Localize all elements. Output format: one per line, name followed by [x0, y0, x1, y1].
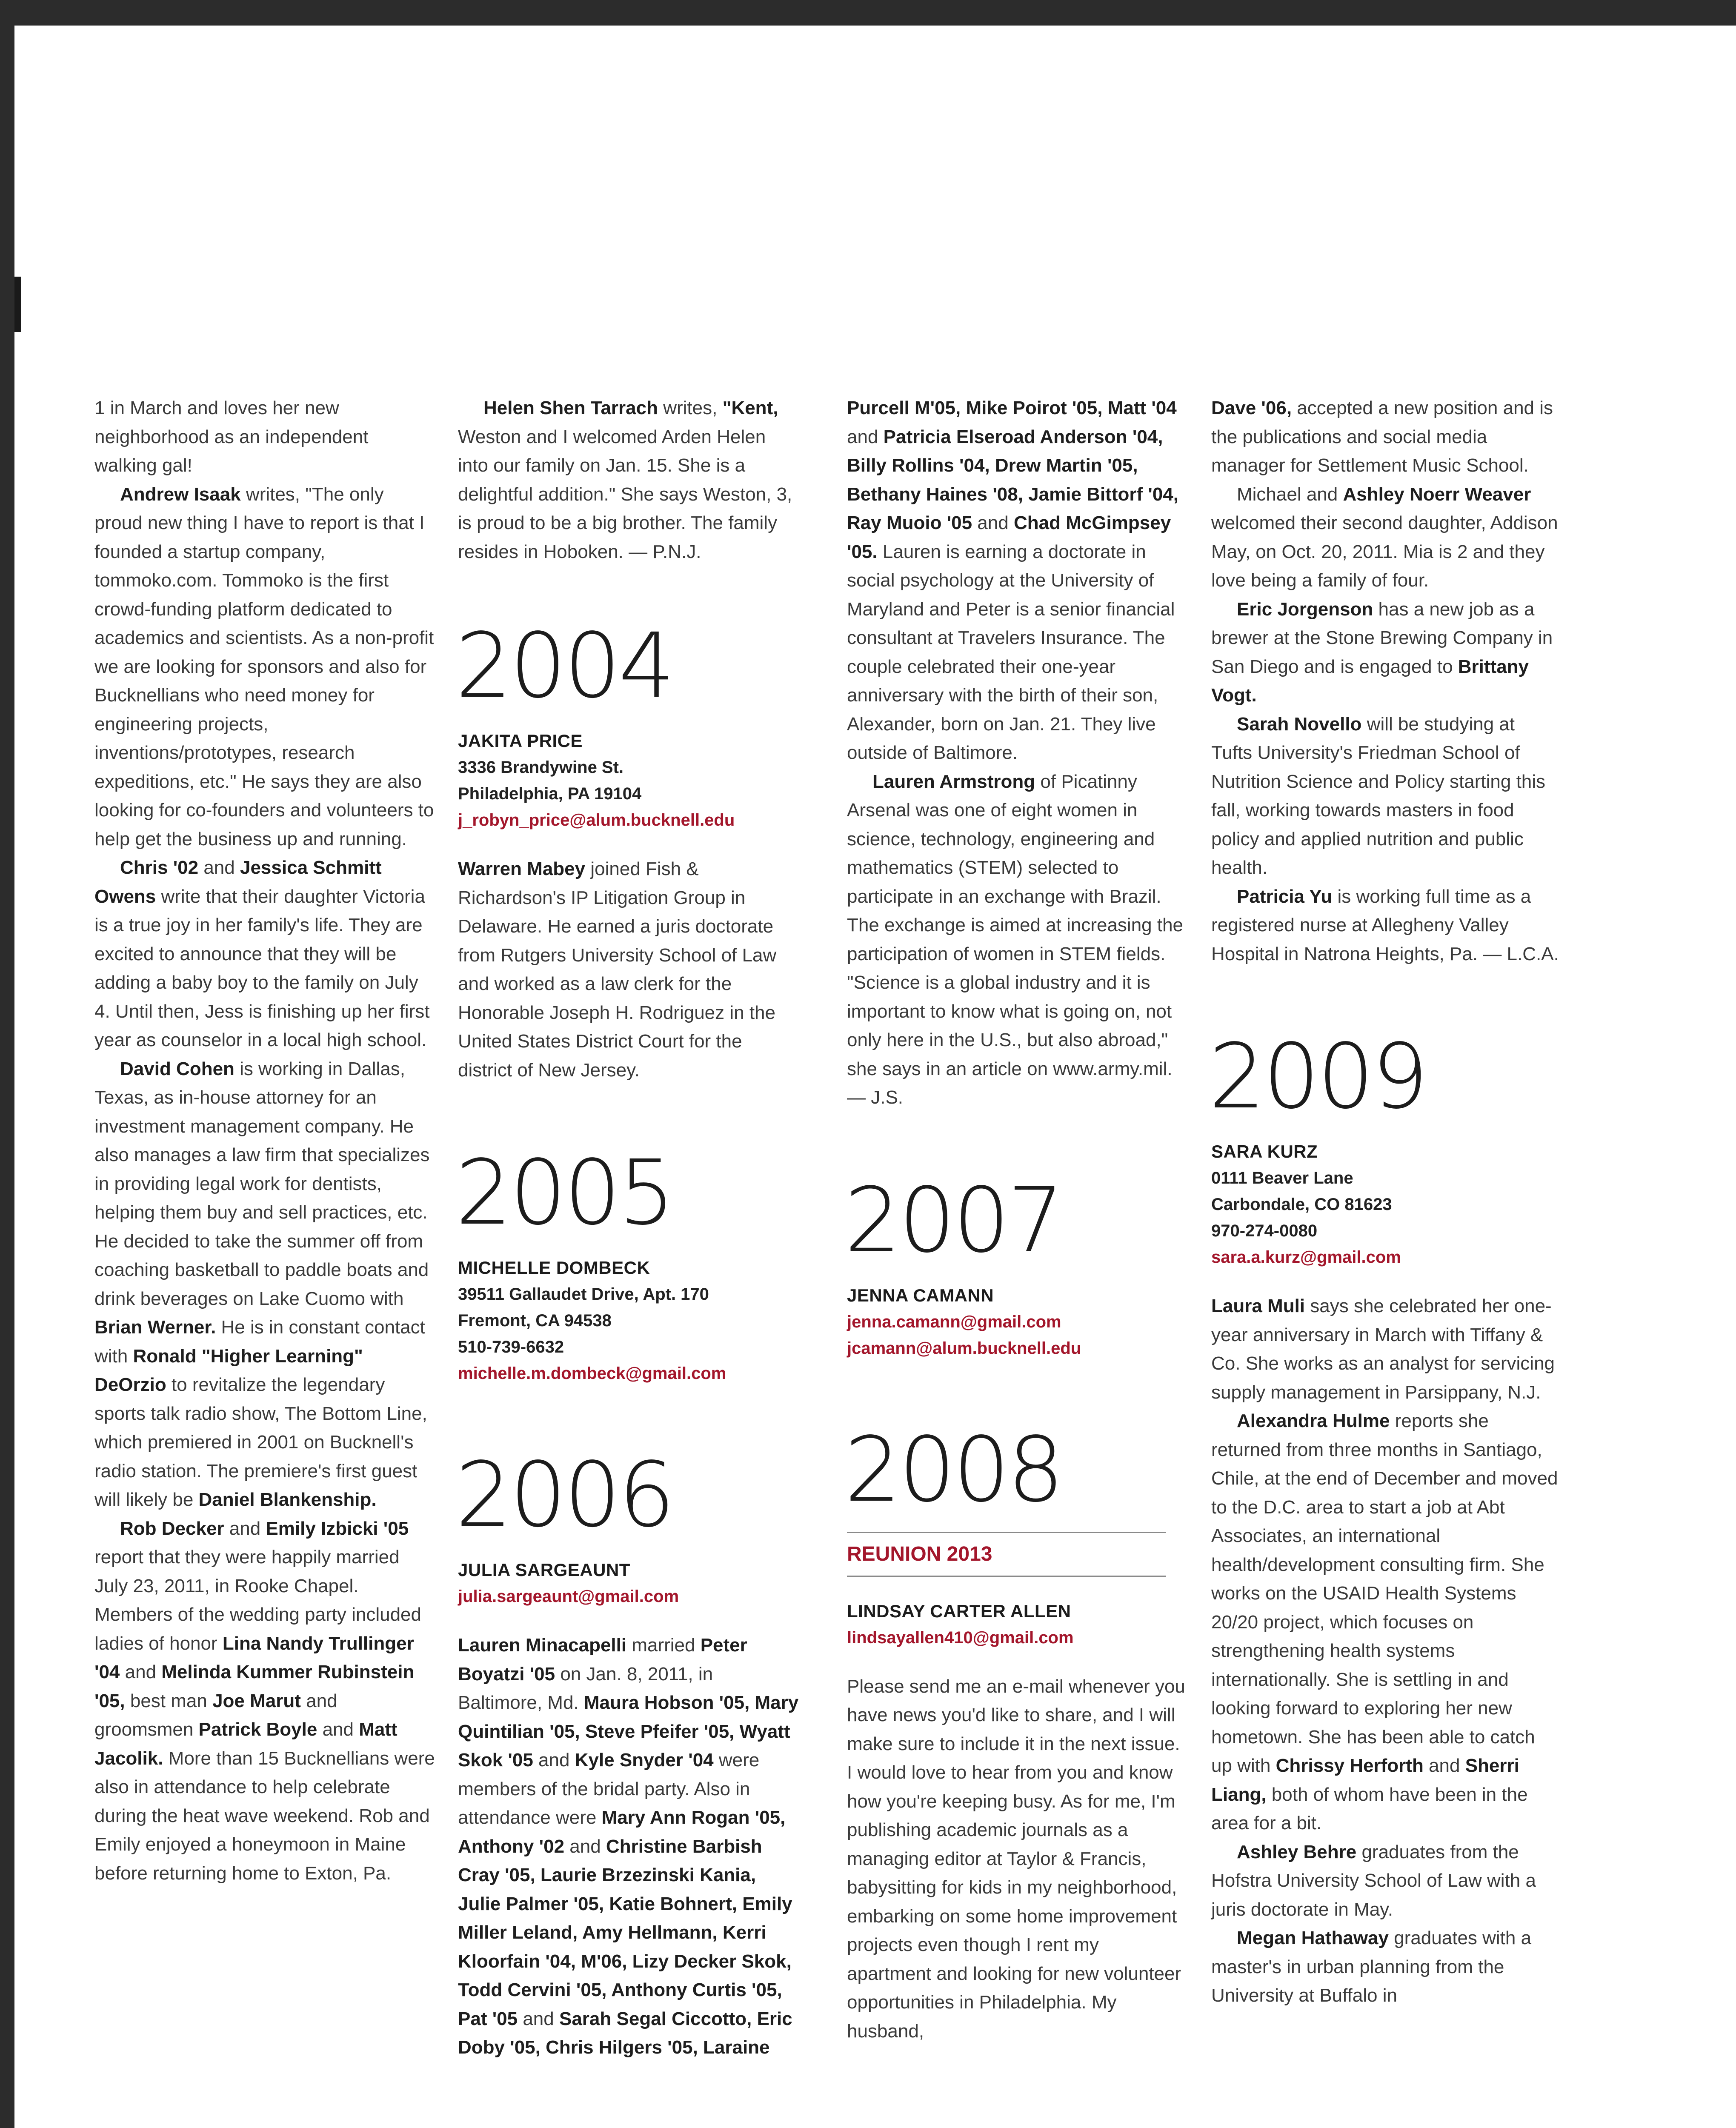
paragraph	[1211, 1407, 1560, 1838]
correspondent-name: JULIA SARGEAUNT	[458, 1560, 630, 1580]
text: has a new job as a brewer at the Stone Brewing Company in San Diego and is engaged to	[1211, 598, 1553, 677]
paragraph	[1211, 710, 1560, 882]
class-contact-block	[458, 1557, 801, 1610]
email-link[interactable]: jcamann@alum.bucknell.edu	[847, 1339, 1081, 1358]
reunion-banner: REUNION 2013	[847, 1533, 1166, 1577]
class-year-heading: 2007	[844, 1168, 1062, 1273]
address-line: Fremont, CA 94538	[458, 1311, 612, 1330]
text: report that they were happily married July 23, 2011, in Rooke Chapel. Members of the wedding party included ladies of honor	[94, 1547, 421, 1654]
paragraph	[94, 853, 435, 1055]
column-4	[1211, 394, 1560, 2010]
person-name: Sarah Segal Ciccotto, Eric Doby '05, Chris Hilgers '05, Laraine	[458, 2008, 792, 2058]
person-name: Patricia Elseroad Anderson '04, Billy Rollins '04, Drew Martin '05, Bethany Haines '08, Jamie Bittorf '04, Ray Muoio '05	[847, 426, 1178, 533]
person-name: Sarah Novello	[1237, 713, 1362, 735]
person-name: Andrew Isaak	[120, 483, 241, 505]
text: will be studying at Tufts University's Friedman School of Nutrition Science and Policy starting this fall, working towards masters in food policy and applied nutrition and public health.	[1211, 713, 1546, 878]
correspondent-name: SARA KURZ	[1211, 1141, 1318, 1161]
person-name: "Kent,	[722, 398, 778, 418]
column-3	[844, 394, 1187, 2045]
paragraph	[1211, 480, 1560, 595]
text: graduates from the Hofstra University School of Law with a juris doctorate in May.	[1211, 1841, 1536, 1920]
person-name: Lina Nandy Trullinger '04	[94, 1633, 414, 1682]
text: of Picatinny Arsenal was one of eight women in science, technology, engineering and mathematics (STEM) selected to participate in an exchange with Brazil. The exchange is aimed at increasing the participation of women in STEM fields. "Science is a global industry and it is important to know what is going on, not only here in the U.S., but also abroad," she says in an article on www.army.mil. — J.S.	[847, 771, 1184, 1108]
paragraph	[94, 1055, 435, 1514]
person-name: Ashley Noerr Weaver	[1343, 483, 1531, 505]
person-name: Lauren Minacapelli	[458, 1635, 627, 1656]
text: and	[972, 512, 1014, 533]
person-name: Emily Izbicki '05	[266, 1518, 409, 1539]
paragraph	[94, 394, 435, 480]
paragraph	[1211, 1292, 1560, 1407]
phone-number: 970-274-0080	[1211, 1221, 1318, 1240]
person-name: Brian Werner.	[94, 1317, 216, 1338]
paragraph	[458, 1631, 801, 2062]
address-line: Philadelphia, PA 19104	[458, 784, 642, 803]
text: best man	[125, 1690, 213, 1711]
class-year-heading: 2006	[455, 1443, 673, 1547]
magazine-page	[14, 26, 1736, 2128]
paragraph	[1211, 595, 1560, 710]
address-line: 3336 Brandywine St.	[458, 758, 624, 777]
paragraph	[1211, 1924, 1560, 2010]
text: reports she returned from three months in Santiago, Chile, at the end of December and moved to the D.C. area to start a job at Abt Associates, an international health/development consulting firm. She works on the USAID Health Systems 20/20 project, which focuses on strengthening health systems internationally. She is settling in and looking forward to exploring her new hometown. She has been able to catch up with	[1211, 1410, 1558, 1776]
person-name: Megan Hathaway	[1237, 1928, 1389, 1948]
class-year-heading: 2009	[1209, 1024, 1426, 1129]
text: He is in constant contact with	[94, 1317, 425, 1367]
paragraph	[1211, 882, 1560, 969]
text: to revitalize the legendary sports talk radio show, The Bottom Line, which premiered in 2001 on Bucknell's radio station. The premiere's first guest will likely be	[94, 1374, 427, 1510]
text: and	[518, 2008, 559, 2029]
text: Lauren is earning a doctorate in social psychology at the University of Maryland and Peter is a senior financial consultant at Travelers Insurance. The couple celebrated their one-year anniversary with the birth of their son, Alexander, born on Jan. 21. They live outside of Baltimore.	[847, 541, 1175, 763]
class-contact-block	[847, 1282, 1187, 1361]
text: and	[847, 426, 884, 447]
person-name: David Cohen	[120, 1058, 235, 1079]
text: 1 in March and loves her new neighborhood as an independent walking gal!	[94, 398, 369, 476]
person-name: Lauren Armstrong	[872, 771, 1035, 792]
person-name: Daniel Blankenship.	[198, 1489, 377, 1510]
text: accepted a new position and is the publications and social media manager for Settlement Music School.	[1211, 398, 1553, 476]
correspondent-name: LINDSAY CARTER ALLEN	[847, 1601, 1071, 1621]
text: and	[120, 1662, 162, 1682]
text: married	[626, 1635, 701, 1656]
paragraph	[847, 394, 1187, 767]
class-contact-block	[458, 728, 801, 833]
paragraph	[1211, 394, 1560, 480]
correspondent-name: JAKITA PRICE	[458, 731, 583, 751]
person-name: Laura Muli	[1211, 1296, 1305, 1316]
person-name: Christine Barbish Cray '05, Laurie Brzezinski Kania, Julie Palmer '05, Katie Bohnert, Emily Miller Leland, Amy Hellmann, Kerri Kloorfain '04, M'06, Lizy Decker Skok, Todd Cervini '05, Anthony Curtis '05, Pat '05	[458, 1836, 792, 2029]
person-name: Matt Jacolik.	[94, 1719, 398, 1769]
text: More than 15 Bucknellians were also in attendance to help celebrate during the heat wave weekend. Rob and Emily enjoyed a honeymoon in Maine before returning home to Exton, Pa.	[94, 1748, 435, 1884]
email-link[interactable]: jenna.camann@gmail.com	[847, 1312, 1061, 1331]
person-name: Purcell M'05, Mike Poirot '05, Matt '04	[847, 398, 1177, 418]
text: and	[533, 1750, 575, 1770]
class-contact-block	[1211, 1138, 1560, 1270]
person-name: Chrissy Herforth	[1276, 1755, 1424, 1776]
text: Michael and	[1237, 483, 1343, 505]
person-name: Jessica Schmitt Owens	[94, 857, 382, 907]
column-1	[94, 394, 435, 1888]
address-line: Carbondale, CO 81623	[1211, 1195, 1392, 1214]
page-edge-mark	[14, 277, 21, 332]
text: on Jan. 8, 2011, in Baltimore, Md.	[458, 1663, 713, 1713]
email-link[interactable]: j_robyn_price@alum.bucknell.edu	[458, 811, 735, 829]
text: and	[198, 857, 240, 878]
email-link[interactable]: sara.a.kurz@gmail.com	[1211, 1248, 1401, 1267]
person-name: Rob Decker	[120, 1518, 224, 1539]
person-name: Warren Mabey	[458, 858, 586, 879]
person-name: Ashley Behre	[1237, 1841, 1357, 1862]
text: both of whom have been in the area for a bit.	[1211, 1784, 1528, 1833]
class-contact-block	[847, 1598, 1187, 1651]
text: is working in Dallas, Texas, as in-house attorney for an investment management company. He also manages a law firm that specializes in providing legal work for dentists, helping them buy and sell practices, etc. He decided to take the summer off from coaching basketball to paddle boats and drink beverages on Lake Cuomo with	[94, 1058, 430, 1309]
paragraph	[847, 767, 1187, 1112]
text: and	[317, 1719, 359, 1740]
correspondent-name: JENNA CAMANN	[847, 1285, 994, 1305]
person-name: Brittany Vogt.	[1211, 656, 1529, 706]
correspondent-name: MICHELLE DOMBECK	[458, 1258, 650, 1278]
person-name: Chad McGimpsey '05.	[847, 512, 1171, 562]
text: and groomsmen	[94, 1690, 337, 1740]
address-line: 39511 Gallaudet Drive, Apt. 170	[458, 1285, 709, 1304]
address-line: 0111 Beaver Lane	[1211, 1169, 1353, 1187]
text: were members of the bridal party. Also in attendance were	[458, 1750, 760, 1828]
text: writes, "The only proud new thing I have to report is that I founded a startup company, tommoko.com. Tommoko is the first crowd-funding platform dedicated to academics and scientists. As a non-profit we are looking for sponsors and also for Bucknellians who need money for engineering projects, inventions/prototypes, research expeditions, etc." He says they are also looking for co-founders and volunteers to help get the business up and running.	[94, 483, 434, 849]
text: write that their daughter Victoria is a true joy in her family's life. They are excited to announce that they will be adding a baby boy to the family on July 4. Until then, Jess is finishing up her first year as counselor in a local high school.	[94, 886, 430, 1050]
class-year-heading: 2005	[455, 1141, 673, 1245]
person-name: Alexandra Hulme	[1237, 1410, 1390, 1431]
column-2	[455, 394, 801, 2062]
person-name: Helen Shen Tarrach	[483, 398, 658, 418]
paragraph	[458, 855, 801, 1084]
paragraph	[458, 394, 801, 566]
person-name: Peter Boyatzi '05	[458, 1635, 747, 1685]
person-name: Kyle Snyder '04	[575, 1750, 714, 1770]
person-name: Maura Hobson '05, Mary Quintilian '05, Steve Pfeifer '05, Wyatt Skok '05	[458, 1692, 799, 1770]
paragraph	[847, 1672, 1187, 2046]
person-name: Melinda Kummer Rubinstein '05,	[94, 1662, 415, 1711]
text: graduates with a master's in urban planning from the University at Buffalo in	[1211, 1928, 1532, 2006]
text: and	[224, 1518, 266, 1539]
person-name: Ronald "Higher Learning" DeOrzio	[94, 1345, 363, 1395]
person-name: Patricia Yu	[1237, 886, 1333, 907]
email-link[interactable]: lindsayallen410@gmail.com	[847, 1628, 1074, 1647]
class-year-heading: 2004	[455, 614, 673, 718]
paragraph	[94, 480, 435, 854]
text: Please send me an e-mail whenever you have news you'd like to share, and I will make sure to include it in the next issue. I would love to hear from you and know how you're keeping busy. As for me, I'm publishing academic journals as a managing editor at Taylor & Francis, babysitting for kids in my neighborhood, embarking on some home improvement projects even though I rent my apartment and looking for new volunteer opportunities in Philadelphia. My husband,	[847, 1676, 1185, 2042]
person-name: Patrick Boyle	[198, 1719, 317, 1740]
class-contact-block	[458, 1255, 801, 1387]
text: joined Fish & Richardson's IP Litigation Group in Delaware. He earned a juris doctorate from Rutgers University School of Law and worked as a law clerk for the Honorable Joseph H. Rodriguez in the United States District Court for the district of New Jersey.	[458, 858, 777, 1081]
paragraph	[1211, 1838, 1560, 1924]
person-name: Chris '02	[120, 857, 199, 878]
text: welcomed their second daughter, Addison May, on Oct. 20, 2011. Mia is 2 and they love being a family of four.	[1211, 512, 1558, 591]
person-name: Sherri Liang,	[1211, 1755, 1519, 1805]
phone-number: 510-739-6632	[458, 1338, 564, 1356]
email-link[interactable]: michelle.m.dombeck@gmail.com	[458, 1364, 726, 1383]
person-name: Eric Jorgenson	[1237, 598, 1373, 620]
person-name: Dave '06,	[1211, 398, 1292, 418]
email-link[interactable]: julia.sargeaunt@gmail.com	[458, 1587, 679, 1606]
text: Weston and I welcomed Arden Helen into our family on Jan. 15. She is a delightful addition." She says Weston, 3, is proud to be a big brother. The family resides in Hoboken. — P.N.J.	[458, 426, 792, 562]
text: and	[564, 1836, 606, 1857]
text: says she celebrated her one-year anniversary in March with Tiffany & Co. She works as an analyst for servicing supply management in Parsippany, N.J.	[1211, 1296, 1555, 1403]
person-name: Mary Ann Rogan '05, Anthony '02	[458, 1807, 786, 1857]
paragraph	[94, 1514, 435, 1888]
class-year-heading: 2008	[844, 1417, 1062, 1522]
text: is working full time as a registered nurse at Allegheny Valley Hospital in Natrona Heights, Pa. — L.C.A.	[1211, 886, 1559, 964]
text: and	[1423, 1755, 1465, 1776]
person-name: Joe Marut	[212, 1690, 301, 1711]
text: writes,	[658, 398, 723, 418]
